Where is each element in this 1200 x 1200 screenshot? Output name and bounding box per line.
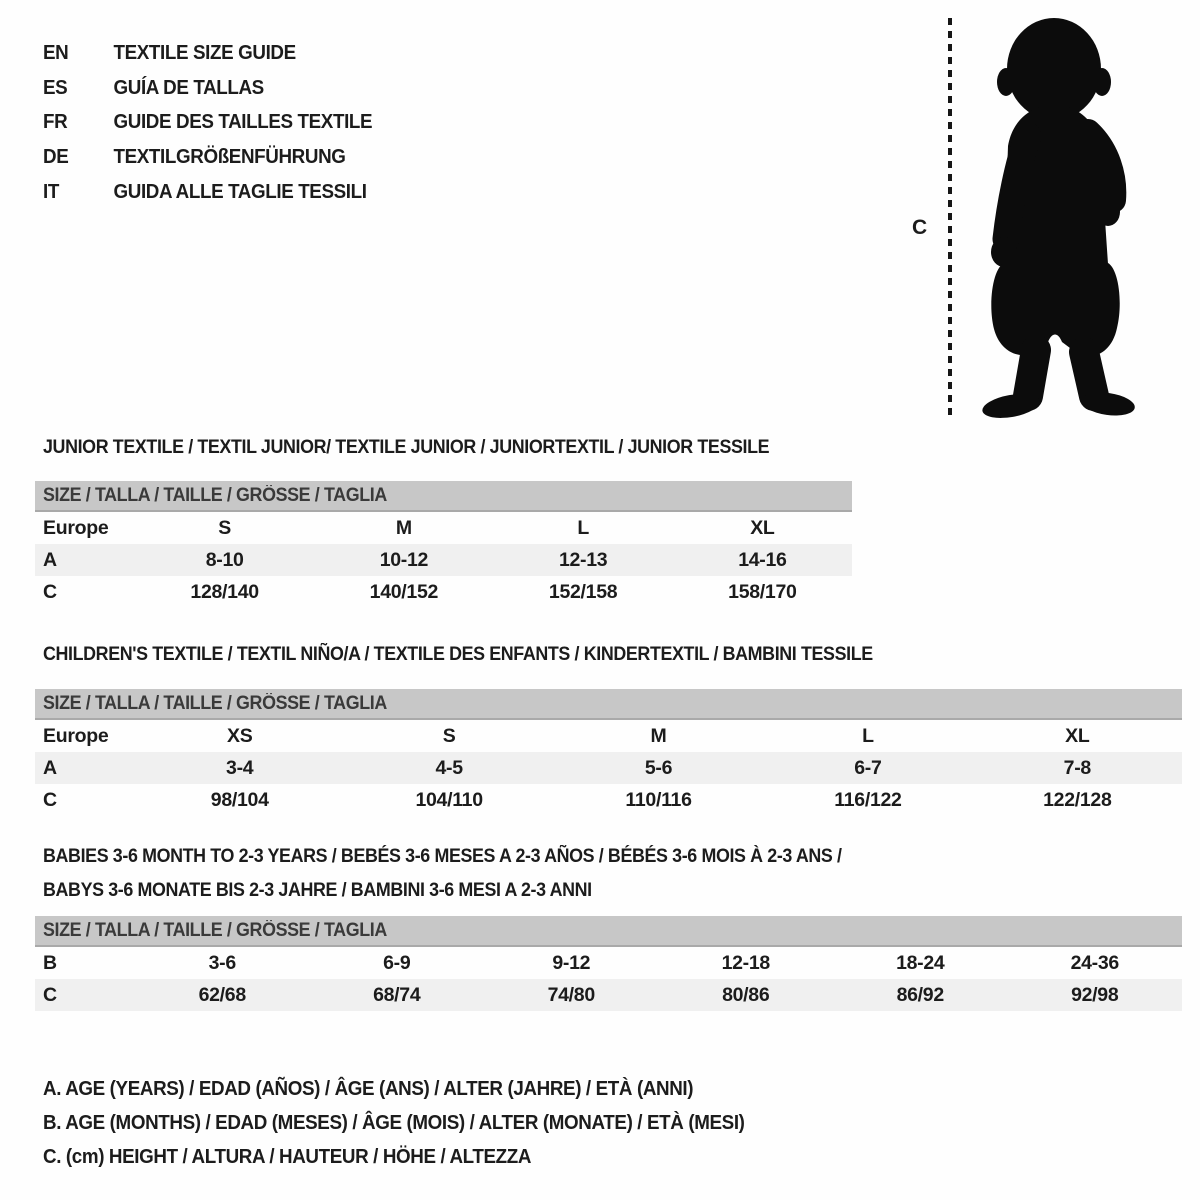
size-header-text: SIZE / TALLA / TAILLE / GRÖSSE / TAGLIA (43, 692, 387, 714)
children-section-title: CHILDREN'S TEXTILE / TEXTIL NIÑO/A / TEXTILE DES ENFANTS / KINDERTEXTIL / BAMBINI TESSILE (43, 644, 873, 665)
language-code: FR (43, 111, 68, 134)
babies-title-line1: BABIES 3-6 MONTH TO 2-3 YEARS / BEBÉS 3-6 MESES A 2-3 AÑOS / BÉBÉS 3-6 MOIS À 2-3 ANS / (43, 846, 842, 867)
language-title: TEXTILGRÖßENFÜHRUNG (113, 146, 346, 169)
language-row-en (43, 36, 372, 71)
age-cell: 3-6 (208, 951, 236, 974)
toddler-silhouette-icon (962, 14, 1146, 420)
row-label: Europe (43, 516, 109, 539)
size-cell: M (395, 516, 412, 539)
size-header-text: SIZE / TALLA / TAILLE / GRÖSSE / TAGLIA (43, 919, 387, 941)
height-cell: 68/74 (373, 983, 421, 1006)
age-cell: 3-4 (226, 756, 254, 779)
size-cell: XL (1065, 724, 1090, 747)
junior-section-title: JUNIOR TEXTILE / TEXTIL JUNIOR/ TEXTILE JUNIOR / JUNIORTEXTIL / JUNIOR TESSILE (43, 437, 770, 458)
age-cell: 5-6 (644, 756, 673, 779)
size-cell: XL (750, 516, 775, 539)
age-cell: 18-24 (896, 951, 945, 974)
row-label: A (43, 548, 57, 571)
table-row-age-months (35, 947, 1182, 979)
babies-title-line2: BABYS 3-6 MONATE BIS 2-3 JAHRE / BAMBINI 3-6 MESI A 2-3 ANNI (43, 880, 592, 901)
size-cell: XS (226, 724, 253, 747)
height-cell: 128/140 (190, 580, 259, 603)
size-cell: S (218, 516, 231, 539)
height-cell: 140/152 (369, 580, 439, 603)
legend-line-a: A. AGE (YEARS) / EDAD (AÑOS) / ÂGE (ANS) / ALTER (JAHRE) / ETÀ (ANNI) (43, 1077, 694, 1100)
size-header-band (35, 916, 1182, 947)
language-title-list (43, 36, 393, 210)
language-code: ES (43, 76, 68, 99)
age-cell: 14-16 (738, 548, 787, 571)
height-cell: 74/80 (547, 983, 595, 1006)
height-cell: 92/98 (1071, 983, 1119, 1006)
age-cell: 6-9 (383, 951, 411, 974)
age-cell: 10-12 (379, 548, 429, 571)
height-cell: 62/68 (198, 983, 246, 1006)
size-cell: S (442, 724, 456, 747)
row-label: C (43, 580, 57, 603)
height-cell: 86/92 (896, 983, 944, 1006)
legend-line-b: B. AGE (MONTHS) / EDAD (MESES) / ÂGE (MOIS) / ALTER (MONATE) / ETÀ (MESI) (43, 1111, 745, 1134)
row-label: C (43, 983, 57, 1006)
table-row-height (35, 576, 852, 608)
size-header-band (35, 481, 852, 512)
row-label: Europe (43, 724, 109, 747)
table-row-age (35, 544, 852, 576)
age-cell: 12-18 (721, 951, 770, 974)
language-title: GUÍA DE TALLAS (113, 76, 264, 99)
height-cell: 152/158 (548, 580, 618, 603)
table-row-europe (35, 512, 852, 544)
language-row-it (43, 175, 372, 210)
height-cell: 158/170 (728, 580, 797, 603)
size-header-text: SIZE / TALLA / TAILLE / GRÖSSE / TAGLIA (43, 484, 387, 506)
language-row-de (43, 140, 372, 175)
language-code: EN (43, 41, 69, 64)
age-cell: 8-10 (205, 548, 244, 571)
height-cell: 80/86 (722, 983, 770, 1006)
size-header-band (35, 689, 1182, 720)
age-cell: 24-36 (1070, 951, 1119, 974)
age-cell: 12-13 (558, 548, 608, 571)
language-code: DE (43, 146, 69, 169)
size-cell: L (577, 516, 589, 539)
language-row-fr (43, 106, 372, 141)
language-title: GUIDE DES TAILLES TEXTILE (113, 111, 373, 134)
row-label: C (43, 788, 57, 811)
age-cell: 4-5 (435, 756, 463, 779)
height-measure-dashed-line (948, 18, 952, 416)
babies-section-title (43, 846, 842, 914)
size-cell: L (862, 724, 874, 747)
language-code: IT (43, 181, 59, 204)
table-row-age (35, 752, 1182, 784)
height-measure-label: C (912, 216, 928, 239)
table-row-europe (35, 720, 1182, 752)
height-cell: 110/116 (625, 788, 692, 811)
height-cell: 122/128 (1043, 788, 1112, 811)
table-row-height (35, 784, 1182, 816)
size-cell: M (650, 724, 667, 747)
table-row-height (35, 979, 1182, 1011)
age-cell: 7-8 (1063, 756, 1091, 779)
row-label: A (43, 756, 57, 779)
language-row-es (43, 71, 372, 106)
language-title: GUIDA ALLE TAGLIE TESSILI (113, 181, 367, 204)
junior-size-table (35, 481, 852, 608)
age-cell: 9-12 (552, 951, 591, 974)
babies-size-table (35, 916, 1182, 1011)
height-cell: 116/122 (834, 788, 902, 811)
height-cell: 104/110 (415, 788, 483, 811)
children-size-table (35, 689, 1182, 816)
age-cell: 6-7 (854, 756, 882, 779)
measure-legend (43, 1072, 789, 1174)
language-title: TEXTILE SIZE GUIDE (113, 41, 296, 64)
height-cell: 98/104 (210, 788, 269, 811)
row-label: B (43, 951, 57, 974)
legend-line-c: C. (cm) HEIGHT / ALTURA / HAUTEUR / HÖHE / ALTEZZA (43, 1145, 532, 1168)
